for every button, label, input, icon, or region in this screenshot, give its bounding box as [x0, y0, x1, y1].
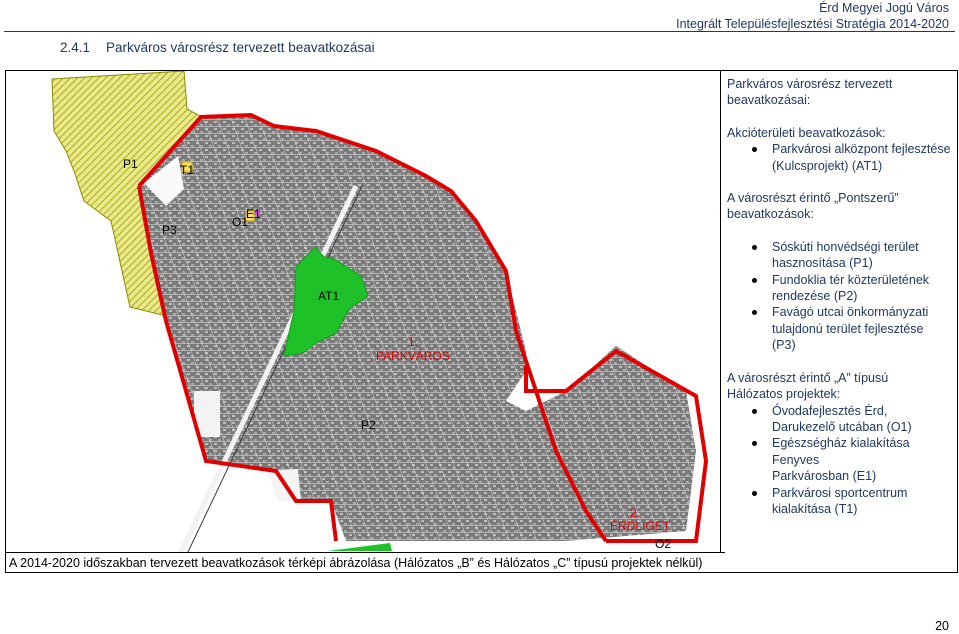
list-item [727, 141, 955, 174]
list-item [727, 304, 955, 353]
action-area-list [727, 141, 955, 174]
page-number: 20 [935, 619, 949, 633]
network-projects-title-line1: A városrészt érintő „A” típusú [727, 370, 889, 385]
point-interventions-title-line2: beavatkozások: [727, 207, 814, 222]
list-item [727, 272, 955, 305]
network-projects-list [727, 403, 955, 518]
label-district-1-name: PARKVÁROS [376, 349, 450, 363]
list-item-line: Parkvárosi alközpont fejlesztése [772, 142, 951, 157]
list-item-line: Parkvárosi sportcentrum [772, 485, 908, 500]
list-item-line: Sóskúti honvédségi terület [772, 239, 919, 254]
section-number: 2.4.1 [60, 40, 91, 55]
point-interventions-block [727, 190, 955, 354]
label-at1: AT1 [318, 289, 340, 303]
list-item [727, 435, 955, 484]
caption-divider [5, 552, 725, 553]
label-p3: P3 [162, 223, 177, 237]
action-area-block [727, 125, 955, 174]
section-title: Parkváros városrész tervezett beavatkozásai [106, 40, 375, 55]
list-item-line: (Kulcsprojekt) (AT1) [772, 158, 883, 173]
header-strategy: Integrált Településfejlesztési Stratégia 2014-2020 [676, 17, 949, 31]
label-o2: O2 [655, 537, 672, 551]
label-e1: E1 [246, 207, 261, 221]
list-item-line: kialakítása (T1) [772, 501, 858, 516]
panel-title-line1: Parkváros városrész tervezett [727, 77, 893, 91]
label-district-2-number: 2. [630, 506, 641, 520]
list-item-line: Egészségház kialakítása Fenyves [772, 436, 910, 467]
list-item-line: Fundoklia tér közterületének [772, 272, 930, 287]
label-o1: O1 [232, 215, 249, 229]
panel-title-line2: beavatkozásai: [727, 93, 811, 108]
network-projects-block [727, 370, 955, 518]
urban-street-grid [139, 115, 696, 541]
point-interventions-title-line1: A városrészt érintő „Pontszerű” [727, 191, 899, 206]
list-item-line: rendezése (P2) [772, 289, 858, 304]
point-interventions-list [727, 239, 955, 354]
label-p2: P2 [361, 418, 376, 432]
list-item-line: tulajdonú terület fejlesztése [772, 321, 924, 336]
list-item-line: (P3) [772, 338, 796, 353]
list-item-line: hasznosítása (P1) [772, 256, 873, 271]
label-p1: P1 [123, 157, 138, 171]
label-district-2-name: ÉRDLIGET [610, 519, 671, 533]
network-projects-title-line2: Hálózatos projektek: [727, 387, 841, 402]
panel-title [727, 76, 955, 109]
document-header [676, 0, 949, 32]
action-area-title: Akcióterületi beavatkozások: [727, 125, 886, 140]
list-item-line: Óvodafejlesztés Érd, [772, 403, 888, 418]
list-item [727, 403, 955, 436]
header-city: Érd Megyei Jogú Város [819, 1, 949, 15]
header-divider [4, 31, 955, 32]
green-strip [328, 543, 392, 551]
section-heading [60, 40, 375, 55]
figure-column-divider [720, 70, 721, 553]
list-item-line: Parkvárosban (E1) [772, 469, 877, 484]
figure-caption: A 2014-2020 időszakban tervezett beavatkozások térképi ábrázolása (Hálózatos „B” és Hálózatos „C” típusú projektek nélkül) [9, 556, 703, 570]
label-district-1-number: 1. [408, 335, 419, 349]
list-item [727, 485, 955, 518]
label-t1: T1 [180, 163, 195, 177]
district-map [6, 71, 720, 552]
list-item-line: Darukezelő utcában (O1) [772, 419, 912, 434]
intervention-panel [727, 76, 955, 517]
list-item [727, 239, 955, 272]
list-item-line: Favágó utcai önkormányzati [772, 305, 929, 320]
